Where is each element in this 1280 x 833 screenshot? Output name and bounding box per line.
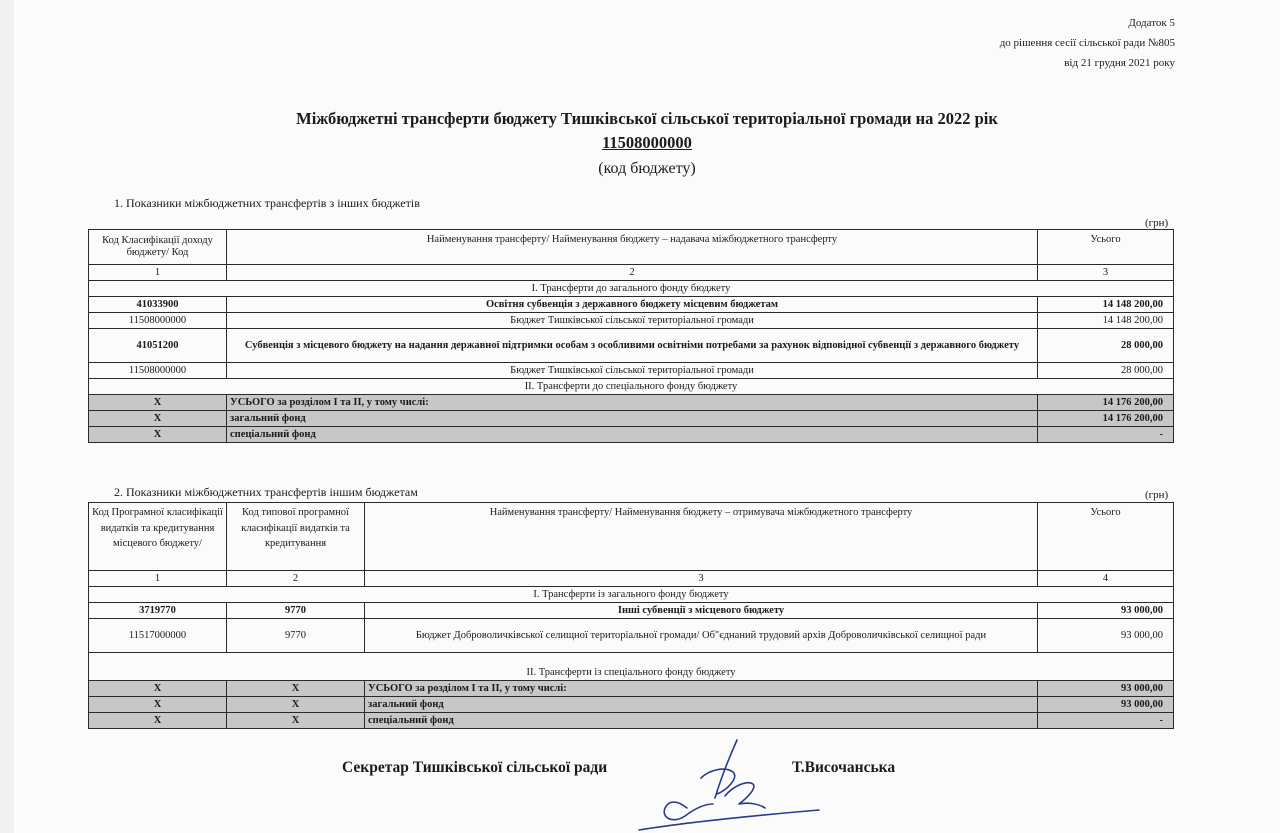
budget-code-cell: 11517000000 <box>89 619 227 653</box>
budget-name: Бюджет Доброволичківської селищної територіальної громади/ Об"єднаний трудовий архів Доброволичківської селищної ради <box>365 619 1038 653</box>
total-row <box>89 681 1174 697</box>
total-label: УСЬОГО за розділом І та ІІ, у тому числі: <box>365 681 1038 697</box>
total-value: - <box>1038 427 1174 443</box>
column-number: 3 <box>365 571 1038 587</box>
income-code: 41051200 <box>89 329 227 363</box>
total-value: 93 000,00 <box>1038 681 1174 697</box>
budget-code-value: 11508000000 <box>602 133 692 152</box>
code-placeholder: X <box>89 681 227 697</box>
code-placeholder: X <box>89 395 227 411</box>
column-number: 1 <box>89 265 227 281</box>
total-label: загальний фонд <box>365 697 1038 713</box>
income-code: 41033900 <box>89 297 227 313</box>
budget-code <box>14 133 1280 153</box>
total-value: 14 176 200,00 <box>1038 411 1174 427</box>
column-header: Найменування трансферту/ Найменування бюджету – надавача міжбюджетного трансферту <box>227 230 1038 265</box>
code-placeholder: X <box>227 697 365 713</box>
section2-title: 2. Показники міжбюджетних трансфертів іншим бюджетам <box>114 485 418 499</box>
document-title: Міжбюджетні трансферти бюджету Тишківської сільської територіальної громади на 2022 рік <box>296 109 998 128</box>
code-placeholder: X <box>227 713 365 729</box>
budget-name: Бюджет Тишківської сільської територіальної громади <box>227 313 1038 329</box>
table-row <box>89 619 1174 653</box>
transfer-total: 28 000,00 <box>1038 363 1174 379</box>
handwritten-signature <box>629 738 829 833</box>
total-value: - <box>1038 713 1174 729</box>
column-number: 3 <box>1038 265 1174 281</box>
table-section-row: ІІ. Трансферти до спеціального фонду бюджету <box>89 379 1174 395</box>
decision-date: від 21 грудня 2021 року <box>1064 57 1175 69</box>
decision-reference: до рішення сесії сільської ради №805 <box>999 37 1175 49</box>
transfer-total: 14 148 200,00 <box>1038 313 1174 329</box>
code-placeholder: X <box>227 681 365 697</box>
typical-program-code: 9770 <box>227 603 365 619</box>
signatory-name: Т.Височанська <box>792 759 896 776</box>
column-header: Усього <box>1038 230 1174 265</box>
table-row <box>89 363 1174 379</box>
column-header: Код типової програмної класифікації видатків та кредитування <box>227 503 365 571</box>
section2-unit: (грн) <box>1145 489 1169 501</box>
transfer-total: 28 000,00 <box>1038 329 1174 363</box>
table-section-row: І. Трансферти до загального фонду бюджету <box>89 281 1174 297</box>
table-section-row: ІІ. Трансферти із спеціального фонду бюджету <box>89 653 1174 681</box>
column-header: Усього <box>1038 503 1174 571</box>
total-value: 14 176 200,00 <box>1038 395 1174 411</box>
outgoing-transfers-table <box>88 502 1174 729</box>
column-number: 4 <box>1038 571 1174 587</box>
table-row <box>89 603 1174 619</box>
program-code: 3719770 <box>89 603 227 619</box>
transfer-total: 93 000,00 <box>1038 603 1174 619</box>
code-placeholder: X <box>89 697 227 713</box>
column-header: Найменування трансферту/ Найменування бюджету – отримувача міжбюджетного трансферту <box>365 503 1038 571</box>
total-value: 93 000,00 <box>1038 697 1174 713</box>
column-number: 2 <box>227 265 1038 281</box>
transfer-name: Субвенція з місцевого бюджету на надання державної підтримки особам з особливими освітніми потребами за рахунок відповідної субвенції з державного бюджету <box>227 329 1038 363</box>
total-label: спеціальний фонд <box>365 713 1038 729</box>
budget-code-caption: (код бюджету) <box>598 160 696 177</box>
code-placeholder: X <box>89 411 227 427</box>
signatory-position: Секретар Тишківської сільської ради <box>342 759 608 776</box>
total-row <box>89 411 1174 427</box>
transfer-name: Освітня субвенція з державного бюджету місцевим бюджетам <box>227 297 1038 313</box>
column-header: Код Класифікації доходу бюджету/ Код <box>89 230 227 265</box>
section1-unit: (грн) <box>1145 217 1169 229</box>
incoming-transfers-table <box>88 229 1174 443</box>
budget-code-cell: 11508000000 <box>89 313 227 329</box>
appendix-number: Додаток 5 <box>1128 17 1175 29</box>
column-header: Код Програмної класифікації видатків та кредитування місцевого бюджету/ <box>89 503 227 571</box>
table-section-row: І. Трансферти із загального фонду бюджету <box>89 587 1174 603</box>
budget-name: Бюджет Тишківської сільської територіальної громади <box>227 363 1038 379</box>
total-row <box>89 713 1174 729</box>
column-number: 2 <box>227 571 365 587</box>
code-placeholder: X <box>89 713 227 729</box>
code-placeholder: X <box>89 427 227 443</box>
total-label: УСЬОГО за розділом І та ІІ, у тому числі: <box>227 395 1038 411</box>
total-label: спеціальний фонд <box>227 427 1038 443</box>
total-row <box>89 427 1174 443</box>
total-label: загальний фонд <box>227 411 1038 427</box>
transfer-name: Інші субвенції з місцевого бюджету <box>365 603 1038 619</box>
column-number: 1 <box>89 571 227 587</box>
table-row <box>89 313 1174 329</box>
document-page <box>14 0 1280 833</box>
total-row <box>89 395 1174 411</box>
total-row <box>89 697 1174 713</box>
typical-program-code: 9770 <box>227 619 365 653</box>
transfer-total: 14 148 200,00 <box>1038 297 1174 313</box>
table-row <box>89 329 1174 363</box>
transfer-total: 93 000,00 <box>1038 619 1174 653</box>
table-row <box>89 297 1174 313</box>
budget-code-cell: 11508000000 <box>89 363 227 379</box>
section1-title: 1. Показники міжбюджетних трансфертів з інших бюджетів <box>114 196 420 210</box>
